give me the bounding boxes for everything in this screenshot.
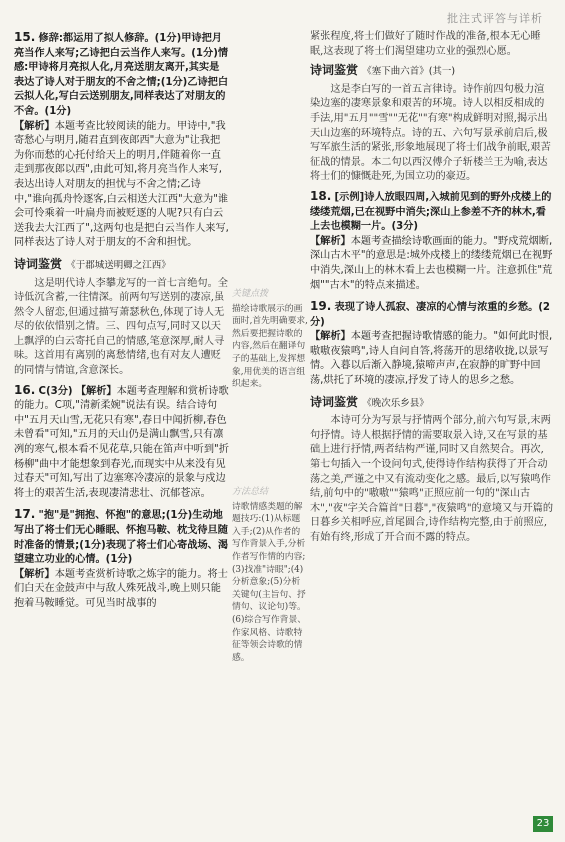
analysis bbox=[310, 330, 554, 388]
analysis bbox=[14, 120, 229, 251]
question-number: 17. bbox=[14, 507, 36, 522]
poem-heading-label: 诗词鉴赏 bbox=[14, 256, 63, 271]
analysis-tag: 【解析】 bbox=[310, 331, 351, 343]
analysis-tag: 【解析】 bbox=[14, 568, 55, 580]
right-column bbox=[310, 30, 554, 546]
analysis-tag: 【解析】 bbox=[75, 385, 117, 397]
poem-appreciation-heading bbox=[310, 63, 554, 80]
question-17 bbox=[14, 507, 229, 611]
question-number: 19. bbox=[310, 299, 332, 314]
side-note-title: 方法总结 bbox=[232, 487, 269, 497]
continued-text: 紧张程度,将士们做好了随时作战的准备,根本无心睡眠,这表现了将士们渴望建功立业的强烈心愿。 bbox=[310, 31, 541, 57]
side-note-text: 描绘诗歌展示的画面时,首先明确要求,然后要把握诗歌的内容,然后在翻译句子的基础上,发挥想象,用优美的语言组织起来。 bbox=[232, 303, 308, 390]
answer-text: C(3分) bbox=[38, 385, 73, 397]
analysis-text: 本题考查描绘诗歌画面的能力。"野戍荒烟断,深山古木平"的意思是:城外戍楼上的缕缕荒烟已在视野中消失,深山上的林木看上去也模糊一片。注意抓住"荒烟""古木"的特点来描述。 bbox=[310, 235, 553, 291]
question-19 bbox=[310, 299, 554, 389]
question-15 bbox=[14, 30, 229, 251]
poem-title: 《晚次乐乡县》 bbox=[362, 397, 429, 409]
question-18 bbox=[310, 189, 554, 293]
answer-text: 修辞:都运用了拟人修辞。(1分)甲诗把月亮当作人来写;乙诗把白云当作人来写。(1分)情感:甲诗将月亮拟人化,月亮送朋友离开,其实是表达了诗人对于朋友的不舍之情;(1分)乙诗把白云拟人化,写白云送别朋友,同样表达了对朋友的不舍。(1分) bbox=[14, 33, 229, 117]
poem-title: 《塞下曲六首》(其一) bbox=[362, 66, 456, 78]
analysis-text: 本题考查比较阅读的能力。甲诗中,"我寄愁心与明月,随君直到夜郎西"大意为"让我把为你而愁的心托付给天上的明月,伴随着你一直走到那夜郎以西",由此可知,将月亮当作人来写,表达出诗人对朋友的担忧与不舍之情;乙诗中,"谁向孤舟怜逐客,白云相送大江西"大意为"谁会可怜乘着一叶扁舟而被贬逐的人呢?只有白云送我去大江西了",这两句也是把白云当作人来写,同样表达了诗人对于朋友的不舍和担忧。 bbox=[14, 120, 229, 249]
side-note-method bbox=[232, 486, 308, 664]
question-number: 15. bbox=[14, 30, 36, 44]
page-number: 23 bbox=[533, 816, 553, 832]
answer-text: 表现了诗人孤寂、凄凉的心情与浓重的乡愁。(2分) bbox=[310, 302, 551, 328]
poem-appreciation-text: 这是李白写的一首五言律诗。诗作前四句极力渲染边塞的凄寒景象和艰苦的环境。诗人以相反相成的手法,用"五月""雪""无花""有寒"构成鲜明对照,揭示出天山边塞的环境特点。诗的五、六句写景承前启后,极写军旅生活的紧张,形象地展现了将士们战争前眠,艰苦征战的情景。本二句以西汉傅介子斩楼兰王为喻,表达将士们的慷慨赴死,为国立功的豪迈。 bbox=[310, 83, 551, 183]
answer-text: [示例]诗人放眼四周,入城前见到的野外戍楼上的缕缕荒烟,已在视野中消失;深山上参差不齐的林木,看上去也模糊一片。(3分) bbox=[310, 191, 552, 233]
question-number: 18. bbox=[310, 188, 332, 203]
analysis-tag: 【解析】 bbox=[310, 235, 351, 247]
poem-title: 《于郡城送明卿之江西》 bbox=[66, 259, 171, 271]
poem-heading-label: 诗词鉴赏 bbox=[310, 63, 359, 78]
side-note-key-tip bbox=[232, 288, 308, 391]
analysis-text: 本题考查把握诗歌情感的能力。"如何此时恨,嗷嗷夜猿鸣",诗人自问自答,将荡开的思绪收拢,以景写情。入暮以后渐入静境,猿啼声声,在寂静的旷野中回荡,烘托了环境的凄凉,抒发了诗人的思乡之愁。 bbox=[310, 331, 553, 387]
analysis-tag: 【解析】 bbox=[14, 120, 55, 132]
analysis-text: 本题考查赏析诗歌之炼字的能力。将士们白天在金鼓声中与敌人殊死战斗,晚上则只能抱着马鞍睡觉。可见当时战事的 bbox=[14, 568, 228, 609]
poem-appreciation-text: 本诗可分为写景与抒情两个部分,前六句写景,末两句抒情。诗人根据抒情的需要取景入诗,又在写景的基础上进行抒情,两者结构严谨,同时又自然契合。再次,第七句插入一个设问句式,使得诗作结构获得了开合动荡之美,严谨之中又有流动变化之感。最后,以写猿鸣作结,前句中的"嗷嗷""猿鸣"正照应前一句的"深山古木","夜"字关合篇首"日暮","夜猿鸣"的意境又与开篇的日暮乡关相呼应,首尾圆合,诗作结构完整,由于前照应,有始有终,形成了开合而不露的特点。 bbox=[310, 415, 554, 543]
analysis bbox=[310, 235, 554, 293]
analysis-text: 本题考查理解和赏析诗歌的能力。C项,"清新柔婉"说法有误。结合诗句中"五月天山雪,无花只有寒",春日中闻折柳,春色未曾看"可知,"五月的天山仍是满山飘雪,只有凛冽的寒气,根本看不见花草,只能在笛声中听到"折杨柳"曲中才能想象到春光,而现实中从来没有见过春天"可知,写出了边塞寒冷凄凉的景象与戍边将士的艰苦生活,表现凄清悲壮、沉郁苍凉。 bbox=[14, 385, 229, 499]
question-number: 16. bbox=[14, 382, 36, 397]
question-16 bbox=[14, 383, 229, 502]
side-note-title: 关键点拨 bbox=[232, 289, 269, 299]
analysis bbox=[14, 568, 229, 612]
poem-heading-label: 诗词鉴赏 bbox=[310, 394, 359, 409]
poem-appreciation-text: 这是明代诗人李攀龙写的一首七言绝句。全诗低沉含蓄,一往情深。前两句写送别的凄凉,虽然令人留恋,但通过描写萧瑟秋色,体现了诗人无尽的依依惜别之情。三、四句点写,同时又以天上飘浮的白云寄托自己的情感,笔意深厚,耐人寻味。这首用有离别的离愁情绪,也有对友人遭贬的同情与情谊,含意深长。 bbox=[14, 277, 228, 377]
poem-appreciation-heading bbox=[310, 395, 554, 412]
left-column bbox=[14, 30, 229, 618]
poem-appreciation-heading bbox=[14, 257, 229, 274]
page-header: 批注式评答与详析 bbox=[447, 12, 543, 25]
side-note-text: 诗歌情感类题的解题技巧:(1)从标题入手;(2)从作者的写作背景入手,分析作者写作情的内容;(3)找准"诗眼";(4)分析意象;(5)分析关键句(主旨句、抒情句、议论句)等。(6)综合写作背景、作家风格、诗歌特征等领会诗歌的情感。 bbox=[232, 501, 307, 663]
answer-text: "抱"是"拥抱、怀抱"的意思;(1分)生动地写出了将士们无心睡眠、怀抱马鞍、枕戈待旦随时准备的情景;(1分)表现了将士们心寄战场、渴望建立功业的心情。(1分) bbox=[14, 510, 229, 566]
